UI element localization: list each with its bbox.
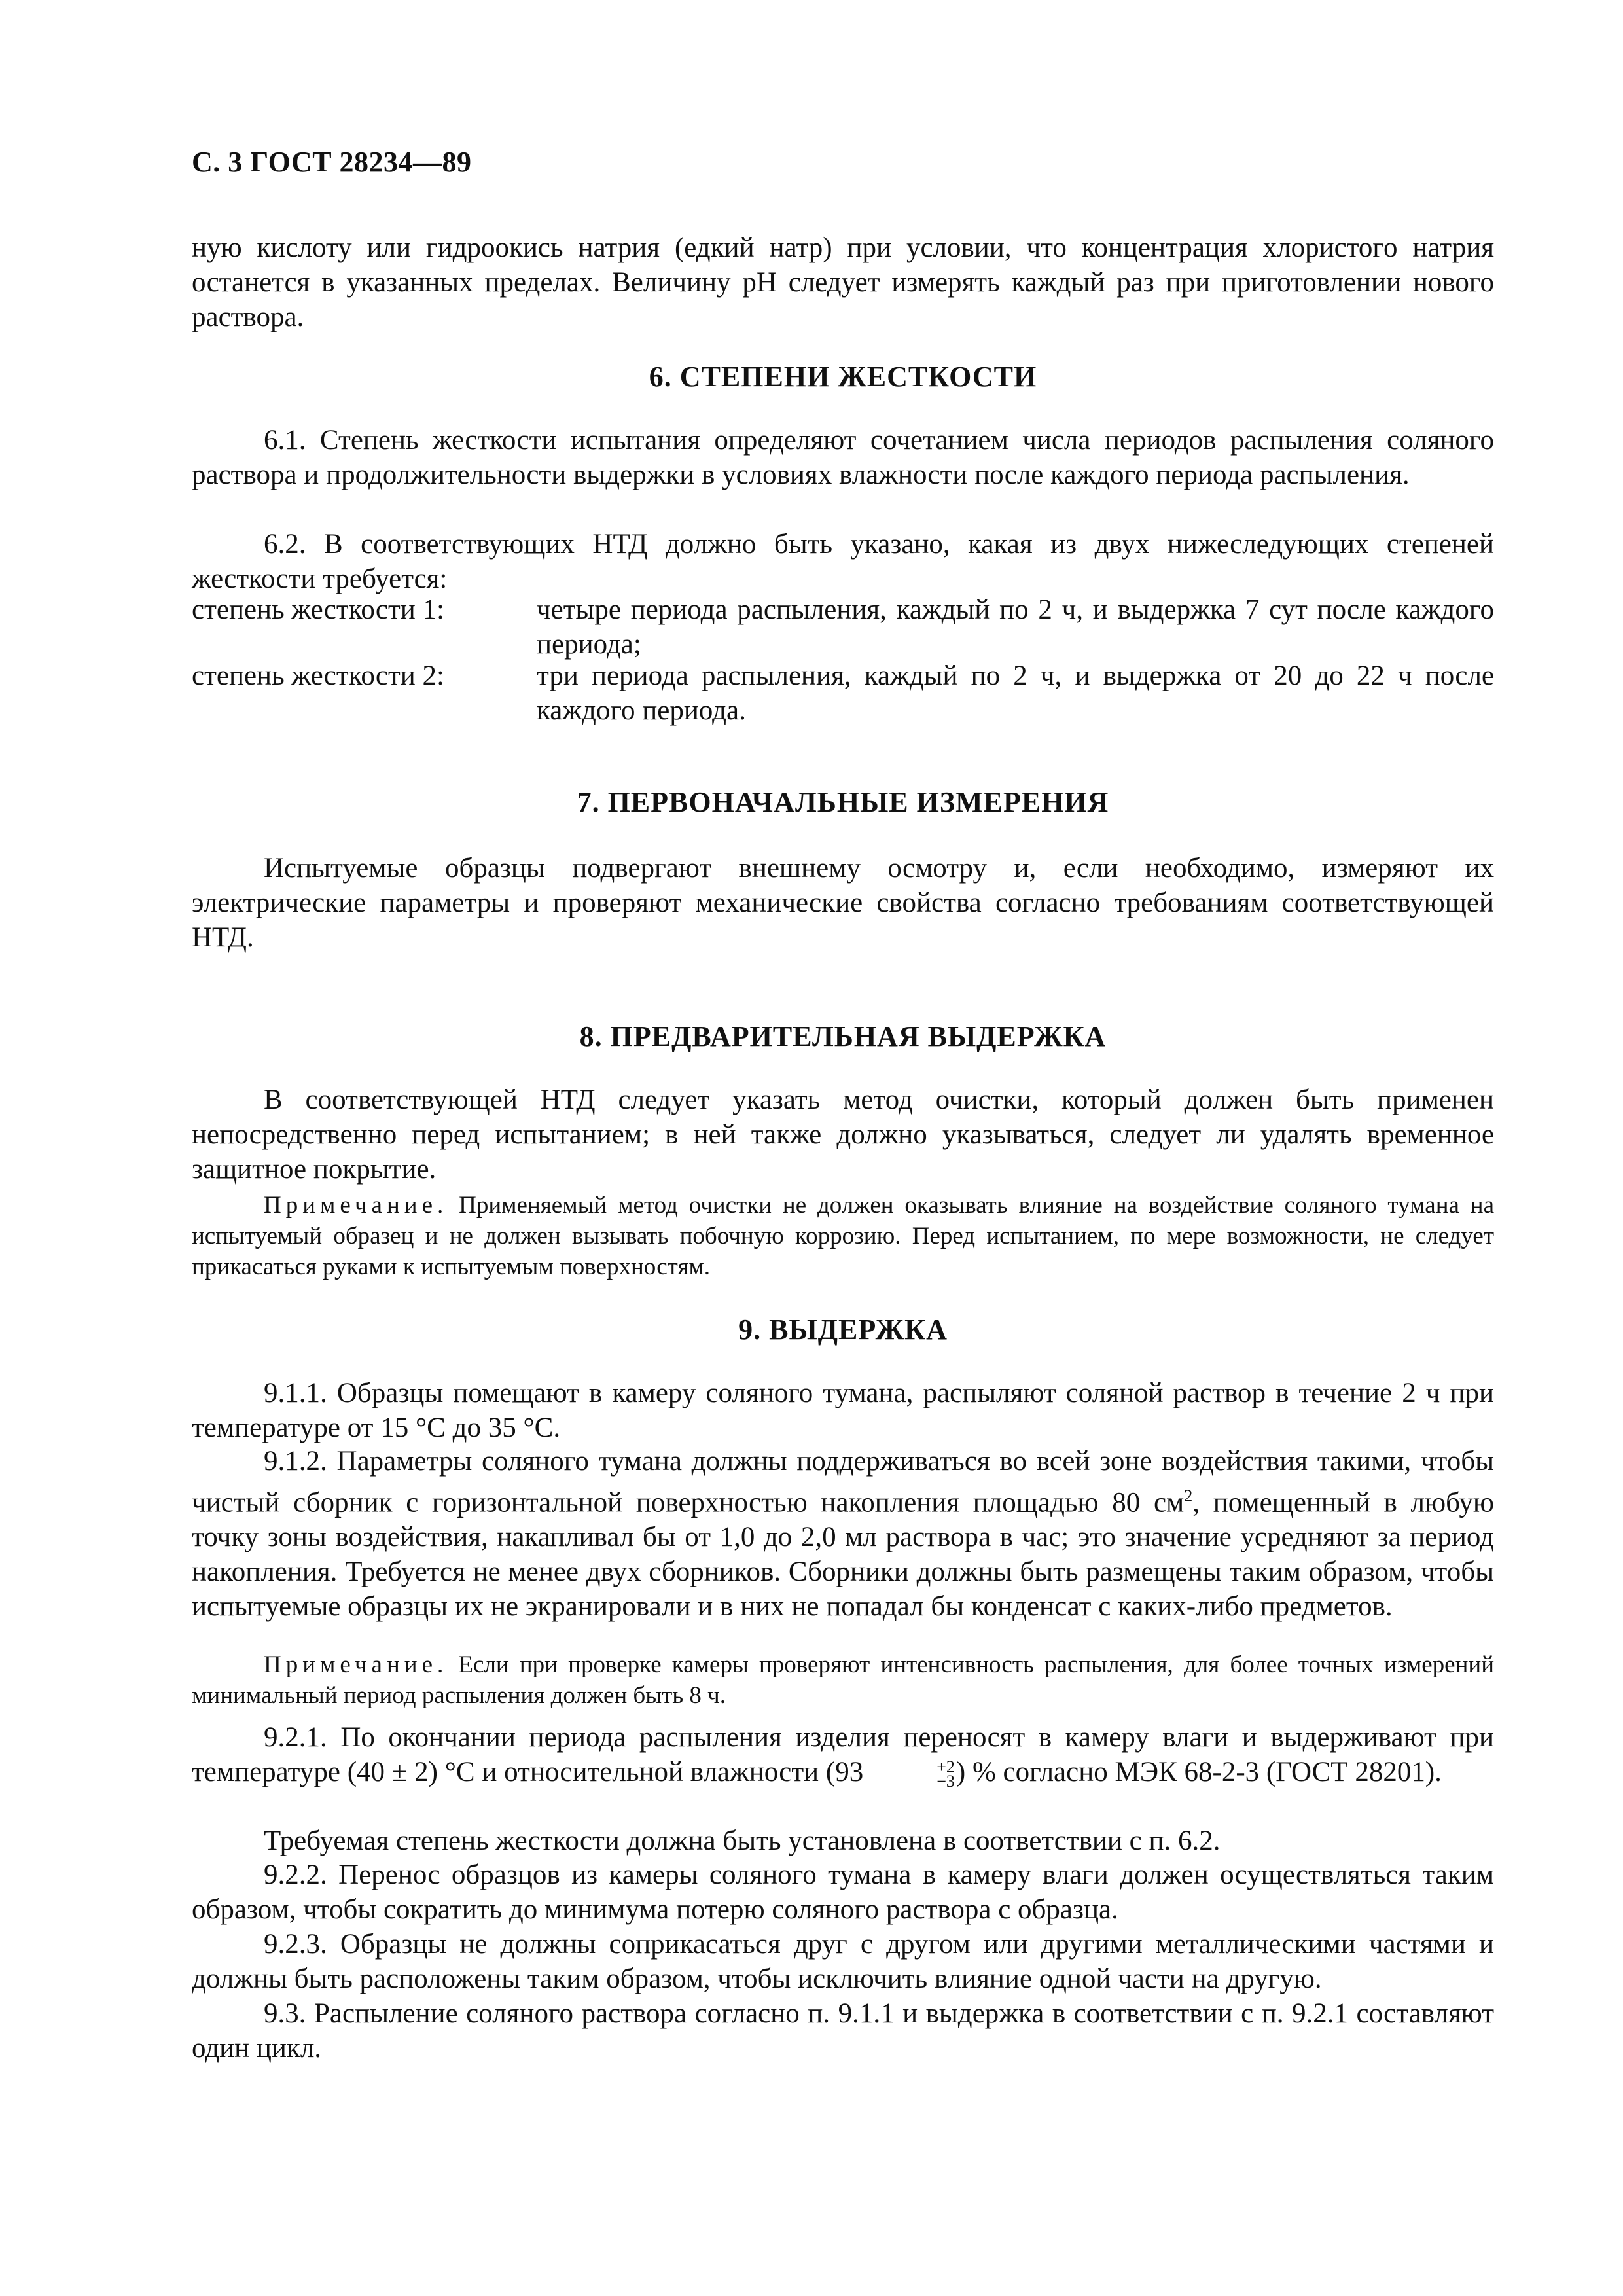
- paragraph-9-2-1: [192, 1720, 1494, 1789]
- section-7-title: 7. ПЕРВОНАЧАЛЬНЫЕ ИЗМЕРЕНИЯ: [577, 786, 1109, 818]
- paragraph-9-1-2-part-b: , помещенный в любую точку зоны воздействия, накапливал бы от 1,0 до 2,0 мл раствора в час; это значение усредняют за период накопления. Требуется не менее двух сборников. Сборники должны быть размещены таким образом, чтобы испытуемые образцы их не экранировали и в них не попадал бы конденсат с каких-либо предметов.: [192, 1487, 1494, 1623]
- superscript-square: 2: [1184, 1486, 1193, 1505]
- paragraph-7: Испытуемые образцы подвергают внешнему осмотру и, если необходимо, измеряют их электрические параметры и проверяют механические свойства согласно требованиям соответствующей НТД.: [192, 853, 1494, 953]
- section-8-title: 8. ПРЕДВАРИТЕЛЬНАЯ ВЫДЕРЖКА: [579, 1020, 1107, 1052]
- note-8-label: Примечание.: [264, 1192, 448, 1219]
- paragraph-9-2-3: 9.2.3. Образцы не должны соприкасаться друг с другом или другими металлическими частями и должны быть расположены таким образом, чтобы исключить влияние одной части на другую.: [192, 1929, 1494, 1994]
- intro-paragraph: ную кислоту или гидроокись натрия (едкий натр) при условии, что концентрация хлористого натрия останется в указанных пределах. Величину рН следует измерять каждый раз при приготовлении нового раствора.: [192, 232, 1494, 332]
- paragraph-9-2-1-note: Требуемая степень жесткости должна быть установлена в соответствии с п. 6.2.: [264, 1825, 1221, 1856]
- note-9-text: Если при проверке камеры проверяют интенсивность распыления, для более точных измерений минимальный период распыления должен быть 8 ч.: [192, 1651, 1494, 1709]
- degree-2-label: степень жесткости 2:: [192, 660, 444, 691]
- tolerance-lower: −3: [936, 1772, 955, 1791]
- degree-2-text: три периода распыления, каждый по 2 ч, и выдержка от 20 до 22 ч после каждого периода.: [537, 660, 1494, 726]
- note-9-label: Примечание.: [264, 1651, 448, 1678]
- paragraph-9-3: 9.3. Распыление соляного раствора согласно п. 9.1.1 и выдержка в соответствии с п. 9.2.1 составляют один цикл.: [192, 1998, 1494, 2064]
- note-8-text: Применяемый метод очистки не должен оказывать влияние на воздействие соляного тумана на испытуемый образец и не должен вызывать побочную коррозию. Перед испытанием, по мере возможности, не следует прикасаться руками к испытуемым поверхностям.: [192, 1192, 1494, 1280]
- section-6-title: 6. СТЕПЕНИ ЖЕСТКОСТИ: [649, 361, 1037, 393]
- paragraph-9-1-2-part-a: 9.1.2. Параметры соляного тумана должны поддерживаться во всей зоне воздействия такими, чтобы чистый сборник с горизонтальной поверхностью накопления площадью 80 см: [192, 1446, 1494, 1518]
- paragraph-9-1-2: [192, 1444, 1494, 1624]
- paragraph-8: В соответствующей НТД следует указать метод очистки, который должен быть применен непосредственно перед испытанием; в ней также должно указываться, следует ли удалять временное защитное покрытие.: [192, 1085, 1494, 1185]
- degree-1-label: степень жесткости 1:: [192, 594, 444, 625]
- paragraph-9-2-1-part-b: ) % согласно МЭК 68-2-3 (ГОСТ 28201).: [955, 1757, 1442, 1787]
- paragraph-9-2-1-part-a: 9.2.1. По окончании периода распыления изделия переносят в камеру влаги и выдерживают при температуре (40 ± 2) °С и относительной влажности (93: [192, 1722, 1494, 1787]
- humidity-tolerance: [865, 1757, 955, 1791]
- paragraph-6-2: 6.2. В соответствующих НТД должно быть указано, какая из двух нижеследующих степеней жесткости требуется:: [192, 529, 1494, 594]
- page-header: С. 3 ГОСТ 28234—89: [192, 146, 472, 178]
- paragraph-9-1-1: 9.1.1. Образцы помещают в камеру соляного тумана, распыляют соляной раствор в течение 2 ч при температуре от 15 °С до 35 °С.: [192, 1378, 1494, 1443]
- degree-1-text: четыре периода распыления, каждый по 2 ч, и выдержка 7 сут после каждого периода;: [537, 594, 1494, 660]
- tolerance-upper: +2: [936, 1757, 955, 1777]
- paragraph-6-1: 6.1. Степень жесткости испытания определяют сочетанием числа периодов распыления соляного раствора и продолжительности выдержки в условиях влажности после каждого периода распыления.: [192, 425, 1494, 490]
- paragraph-9-2-2: 9.2.2. Перенос образцов из камеры соляного тумана в камеру влаги должен осуществляться таким образом, чтобы сократить до минимума потерю соляного раствора с образца.: [192, 1859, 1494, 1925]
- section-9-title: 9. ВЫДЕРЖКА: [738, 1314, 948, 1346]
- note-9: [192, 1649, 1494, 1711]
- note-8: [192, 1190, 1494, 1282]
